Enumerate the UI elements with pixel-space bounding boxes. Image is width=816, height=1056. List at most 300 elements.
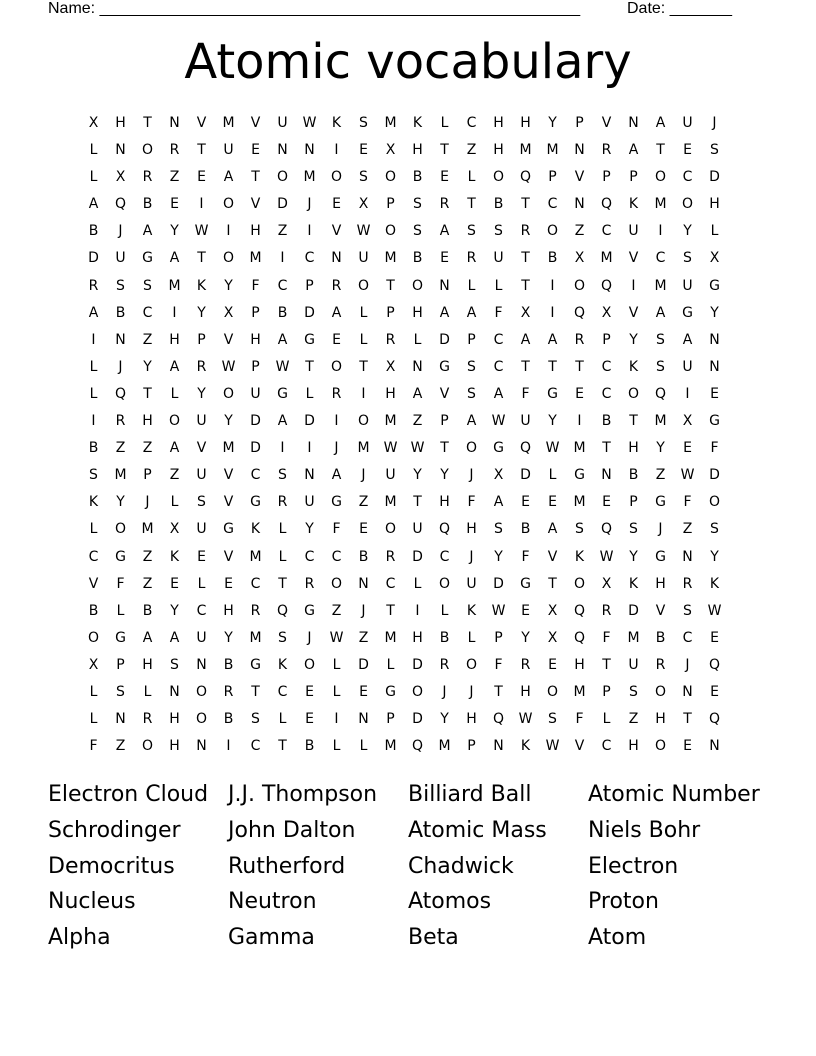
grid-letter: Q [114,196,127,213]
grid-letter: E [170,575,179,592]
grid-row [80,408,728,435]
grid-letter: C [601,385,612,402]
grid-letter: I [685,385,690,402]
grid-letter: V [574,169,585,186]
grid-letter: W [491,413,506,430]
grid-letter: L [116,602,125,619]
grid-letter: P [305,277,314,294]
grid-letter: U [385,467,396,484]
grid-letter: N [493,738,504,755]
grid-letter: X [115,169,126,186]
grid-letter: S [278,467,287,484]
grid-letter: M [384,738,397,755]
grid-letter: W [410,440,425,457]
grid-letter: I [334,413,339,430]
grid-letter: I [280,440,285,457]
grid-letter: J [361,467,366,484]
grid-letter: I [199,196,204,213]
grid-letter: O [168,413,181,430]
grid-letter: O [330,575,343,592]
grid-letter: M [249,250,262,267]
grid-letter: H [169,738,180,755]
word-list-item: Niels Bohr [588,817,701,843]
grid-letter: G [115,548,126,565]
grid-letter: O [303,656,316,673]
grid-letter: W [383,440,398,457]
grid-letter: B [628,467,639,484]
grid-row [80,191,728,218]
grid-row [80,137,728,164]
grid-letter: S [629,521,638,538]
grid-letter: W [545,440,560,457]
grid-letter: M [654,196,667,213]
grid-letter: D [412,656,423,673]
grid-letter: E [683,738,692,755]
grid-letter: P [629,169,638,186]
grid-letter: A [466,413,477,430]
grid-letter: H [115,115,126,131]
grid-letter: J [118,223,123,240]
grid-letter: P [251,304,260,321]
grid-letter: O [465,440,478,457]
grid-letter: P [386,711,395,728]
grid-letter: H [628,738,639,755]
grid-letter: Z [115,738,126,755]
grid-letter: O [87,629,100,646]
grid-letter: N [574,142,585,159]
grid-letter: G [304,331,315,348]
grid-letter: L [170,494,179,511]
grid-letter: Z [331,602,342,619]
grid-letter: P [116,656,125,673]
grid-row [80,652,728,679]
grid-letter: I [91,331,96,348]
grid-letter: M [222,440,235,457]
grid-letter: N [709,331,720,348]
grid-letter: X [682,413,693,430]
grid-row [80,381,728,408]
grid-letter: P [602,331,611,348]
grid-letter: M [519,142,532,159]
grid-letter: X [88,115,99,131]
grid-row [80,435,728,462]
grid-letter: L [413,575,422,592]
grid-letter: C [385,575,396,592]
grid-letter: D [88,250,99,267]
grid-letter: Z [169,169,180,186]
grid-letter: G [277,385,288,402]
grid-letter: S [467,358,476,375]
grid-letter: P [602,169,611,186]
grid-letter: N [304,142,315,159]
word-list-item: J.J. Thompson [228,782,378,807]
grid-letter: P [467,331,476,348]
grid-letter: Z [358,494,369,511]
grid-letter: H [439,494,450,511]
grid-letter: I [631,277,636,294]
grid-letter: O [222,196,235,213]
grid-letter: O [384,169,397,186]
word-list-item: Gamma [228,925,315,951]
grid-letter: U [277,115,288,131]
grid-letter: N [115,711,126,728]
grid-letter: Y [494,548,503,565]
grid-letter: H [520,683,531,700]
grid-letter: N [574,196,585,213]
grid-letter: L [413,331,422,348]
grid-letter: K [250,521,261,538]
grid-letter: A [88,196,99,213]
grid-letter: R [331,277,342,294]
grid-letter: Y [521,629,530,646]
grid-letter: T [494,683,503,700]
grid-letter: A [88,304,99,321]
grid-letter: C [601,738,612,755]
grid-letter: V [331,223,342,240]
grid-letter: J [685,656,690,673]
grid-letter: N [412,358,423,375]
grid-letter: C [601,223,612,240]
grid-letter: R [682,575,693,592]
grid-letter: B [439,629,450,646]
grid-letter: D [520,467,531,484]
grid-letter: R [601,142,612,159]
grid-letter: J [118,358,123,375]
grid-letter: K [277,656,288,673]
grid-letter: H [493,115,504,131]
grid-letter: A [142,223,153,240]
grid-letter: O [384,521,397,538]
grid-letter: Y [170,223,179,240]
word-list-item: Atomic Number [588,782,760,807]
grid-letter: W [599,548,614,565]
grid-letter: R [88,277,99,294]
grid-letter: N [439,277,450,294]
grid-letter: L [440,602,449,619]
grid-letter: M [384,413,397,430]
grid-letter: F [494,304,503,321]
grid-row [80,544,728,571]
grid-letter: A [169,250,180,267]
grid-letter: S [413,196,422,213]
grid-letter: Q [600,277,613,294]
grid-letter: N [682,548,693,565]
grid-letter: M [438,738,451,755]
grid-letter: C [250,738,261,755]
grid-letter: M [384,629,397,646]
grid-letter: N [196,656,207,673]
header [48,0,732,20]
grid-letter: G [520,575,531,592]
grid-row [80,354,728,381]
grid-letter: U [196,413,207,430]
grid-letter: E [197,169,206,186]
grid-letter: L [89,169,98,186]
grid-letter: O [357,277,370,294]
grid-letter: R [655,656,666,673]
grid-letter: L [359,331,368,348]
grid-letter: E [170,196,179,213]
grid-letter: R [169,142,180,159]
grid-letter: T [521,250,530,267]
grid-letter: B [223,711,234,728]
grid-letter: S [278,629,287,646]
grid-letter: U [250,385,261,402]
grid-letter: E [521,494,530,511]
grid-letter: L [494,277,503,294]
grid-letter: Z [628,711,639,728]
grid-letter: O [492,169,505,186]
grid-letter: C [682,169,693,186]
grid-letter: M [141,521,154,538]
grid-letter: X [169,521,180,538]
grid-letter: M [357,440,370,457]
grid-letter: V [250,196,261,213]
grid-letter: O [195,683,208,700]
grid-letter: A [547,521,558,538]
grid-letter: S [656,331,665,348]
grid-letter: B [88,440,99,457]
grid-letter: Y [413,467,422,484]
grid-letter: X [601,304,612,321]
grid-letter: C [493,358,504,375]
word-list-item: Rutherford [228,853,346,879]
grid-letter: L [602,711,611,728]
grid-row [80,706,728,733]
grid-row [80,164,728,191]
grid-letter: F [521,548,530,565]
grid-letter: R [196,358,207,375]
grid-row [80,571,728,598]
grid-letter: E [224,575,233,592]
grid-letter: J [307,196,312,213]
word-list-item: Neutron [228,889,317,915]
grid-letter: C [277,277,288,294]
grid-letter: C [88,548,99,565]
grid-letter: V [547,548,558,565]
grid-letter: H [655,575,666,592]
grid-letter: B [655,629,666,646]
grid-letter: M [384,250,397,267]
grid-row [80,625,728,652]
grid-letter: X [223,304,234,321]
grid-letter: H [169,331,180,348]
grid-letter: W [329,629,344,646]
grid-letter: Y [710,548,719,565]
grid-letter: I [361,385,366,402]
grid-letter: E [359,142,368,159]
grid-letter: H [412,629,423,646]
grid-letter: V [223,494,234,511]
grid-letter: X [520,304,531,321]
grid-letter: L [197,575,206,592]
grid-letter: S [467,385,476,402]
grid-letter: F [494,656,503,673]
grid-letter: N [304,467,315,484]
grid-letter: V [655,602,666,619]
grid-letter: T [521,196,530,213]
grid-letter: B [88,223,99,240]
grid-letter: L [170,385,179,402]
grid-letter: T [197,250,206,267]
grid-letter: J [658,521,663,538]
grid-letter: I [550,277,555,294]
grid-letter: E [710,629,719,646]
grid-letter: L [467,169,476,186]
grid-letter: N [277,142,288,159]
grid-letter: K [709,575,720,592]
grid-letter: K [520,738,531,755]
grid-letter: M [303,169,316,186]
grid-letter: T [521,358,530,375]
grid-letter: U [682,115,693,131]
grid-letter: C [493,331,504,348]
grid-letter: L [332,683,341,700]
grid-letter: T [602,440,611,457]
grid-letter: A [439,223,450,240]
word-list-item: Proton [588,889,659,915]
grid-letter: W [194,223,209,240]
word-list-item: Billiard Ball [408,782,532,807]
grid-letter: E [710,385,719,402]
grid-letter: G [547,385,558,402]
grid-letter: G [115,629,126,646]
grid-letter: L [359,738,368,755]
grid-letter: J [712,115,717,131]
grid-letter: O [654,683,667,700]
grid-letter: K [628,575,639,592]
word-list-item: Schrodinger [48,817,181,843]
grid-letter: J [334,440,339,457]
grid-letter: A [466,304,477,321]
grid-letter: O [411,277,424,294]
grid-letter: Z [682,521,693,538]
grid-letter: I [226,223,231,240]
grid-letter: J [307,629,312,646]
grid-letter: E [332,196,341,213]
grid-letter: H [223,602,234,619]
grid-letter: V [628,250,639,267]
grid-letter: S [197,494,206,511]
grid-letter: T [278,575,287,592]
grid-letter: X [709,250,720,267]
word-list-item: Democritus [48,853,175,879]
grid-letter: Q [492,711,505,728]
grid-letter: Y [170,602,179,619]
grid-letter: S [359,169,368,186]
grid-letter: O [654,169,667,186]
grid-letter: N [628,115,639,131]
grid-letter: R [277,494,288,511]
grid-letter: Y [224,277,233,294]
grid-letter: O [195,711,208,728]
grid-letter: F [332,521,341,538]
grid-letter: O [276,169,289,186]
grid-letter: A [412,385,423,402]
grid-letter: U [682,358,693,375]
grid-letter: Q [573,629,586,646]
grid-letter: I [307,223,312,240]
grid-letter: T [548,358,557,375]
grid-letter: G [385,683,396,700]
grid-letter: Q [600,196,613,213]
grid-letter: N [331,250,342,267]
grid-letter: B [304,738,315,755]
grid-letter: L [89,142,98,159]
grid-letter: F [116,575,125,592]
grid-letter: D [250,413,261,430]
grid-letter: F [251,277,260,294]
grid-letter: I [91,413,96,430]
grid-letter: A [277,331,288,348]
grid-letter: P [251,358,260,375]
grid-letter: H [250,223,261,240]
grid-letter: A [439,304,450,321]
grid-letter: C [250,467,261,484]
grid-letter: U [682,277,693,294]
grid-letter: U [412,521,423,538]
grid-letter: M [654,413,667,430]
grid-letter: N [115,142,126,159]
grid-letter: R [304,575,315,592]
grid-letter: U [115,250,126,267]
grid-letter: B [412,169,423,186]
grid-letter: M [627,629,640,646]
grid-letter: N [709,358,720,375]
grid-letter: A [628,142,639,159]
grid-letter: M [249,629,262,646]
grid-letter: G [709,277,720,294]
grid-letter: N [358,711,369,728]
grid-letter: G [250,656,261,673]
grid-letter: I [550,304,555,321]
grid-letter: B [412,250,423,267]
grid-letter: X [574,250,585,267]
grid-letter: Z [142,548,153,565]
grid-letter: X [385,358,396,375]
grid-letter: F [602,629,611,646]
grid-letter: Z [142,575,153,592]
grid-letter: G [682,304,693,321]
grid-letter: Q [411,738,424,755]
grid-letter: V [196,440,207,457]
grid-letter: D [304,413,315,430]
grid-letter: O [114,521,127,538]
grid-letter: X [547,629,558,646]
grid-letter: Y [548,115,557,131]
grid-letter: D [493,575,504,592]
grid-letter: U [520,413,531,430]
grid-letter: S [494,521,503,538]
grid-letter: X [385,142,396,159]
grid-letter: W [680,467,695,484]
grid-letter: R [520,656,531,673]
grid-letter: L [278,711,287,728]
grid-letter: O [708,494,721,511]
word-list-item: Atomos [408,889,492,915]
grid-letter: C [547,196,558,213]
word-list-item: Alpha [48,925,111,951]
grid-letter: O [222,385,235,402]
grid-letter: V [88,575,99,592]
grid-letter: Y [710,304,719,321]
grid-row [80,462,728,489]
grid-letter: S [251,711,260,728]
grid-letter: V [223,548,234,565]
grid-letter: I [226,738,231,755]
grid-letter: S [683,250,692,267]
grid-letter: Y [629,331,638,348]
